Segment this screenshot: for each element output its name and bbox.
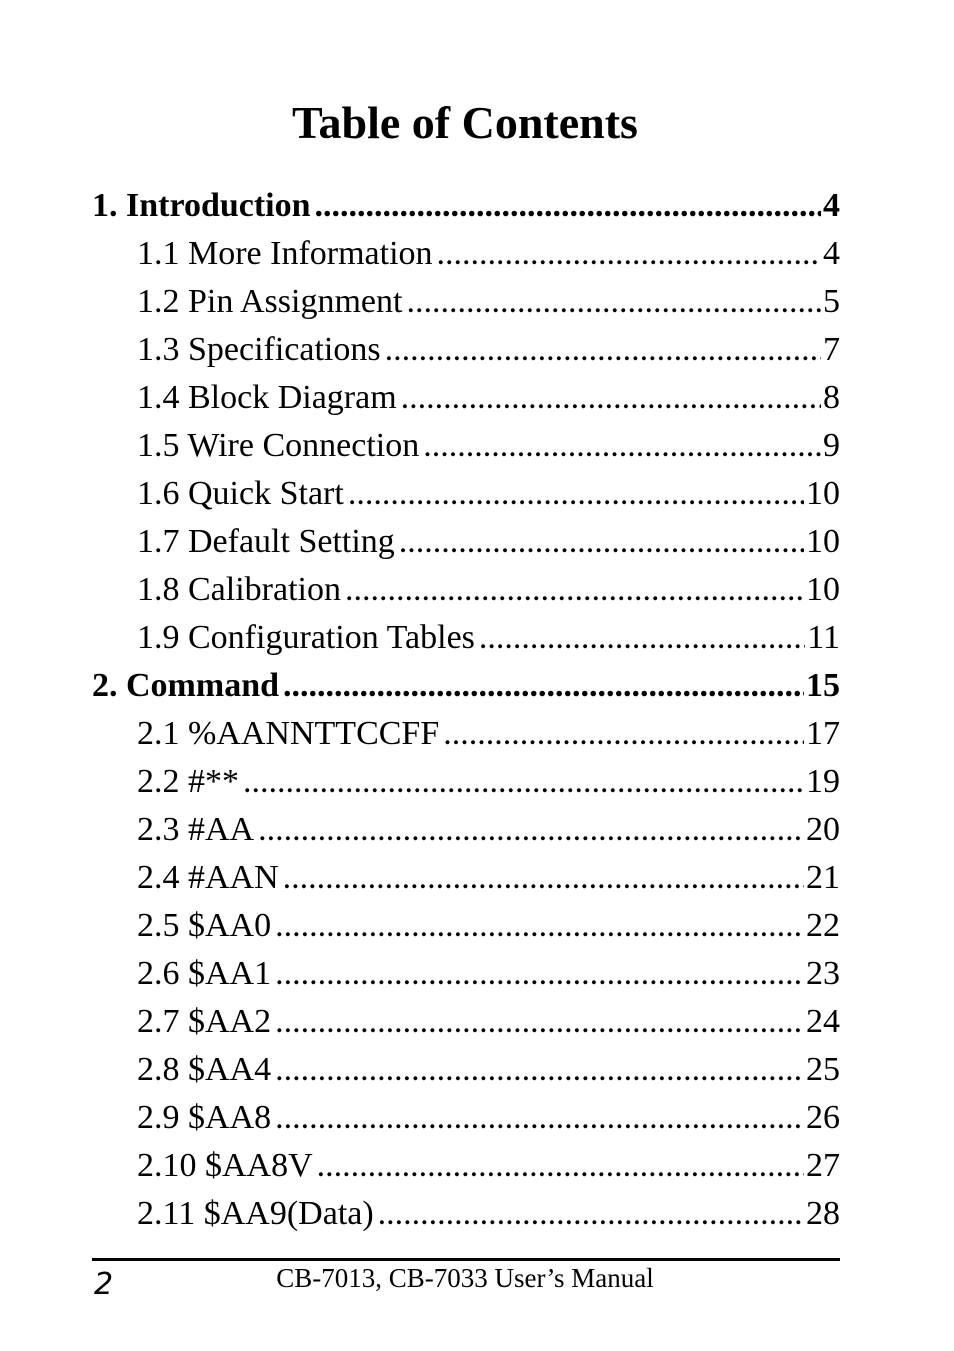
- toc-section-entry[interactable]: [92, 614, 840, 662]
- toc-dot-leader: [345, 566, 804, 614]
- toc-chapter-entry[interactable]: [92, 662, 840, 710]
- toc-entry-page: 10: [806, 475, 840, 512]
- toc-section-entry[interactable]: [92, 806, 840, 854]
- toc-entry-page: 10: [806, 523, 840, 560]
- footer-manual-title: CB-7013, CB-7033 User’s Manual: [276, 1263, 654, 1293]
- toc-entry-label: 2.3 #AA: [137, 811, 255, 848]
- toc-dot-leader: [275, 998, 804, 1046]
- toc-section-entry[interactable]: [92, 1190, 840, 1238]
- toc-entry-label: 1.7 Default Setting: [137, 523, 395, 560]
- toc-entry-page: 26: [806, 1099, 840, 1136]
- toc-entry-label: 1.3 Specifications: [137, 331, 381, 368]
- toc-entry-page: 4: [823, 235, 840, 272]
- toc-entry-page: 27: [806, 1147, 840, 1184]
- toc-entry-label: 1.6 Quick Start: [137, 475, 344, 512]
- toc-entry-page: 25: [806, 1051, 840, 1088]
- toc-dot-leader: [243, 758, 804, 806]
- toc-entry-page: 5: [823, 283, 840, 320]
- toc-section-entry[interactable]: [92, 518, 840, 566]
- toc-section-entry[interactable]: [92, 230, 840, 278]
- toc-section-entry[interactable]: [92, 374, 840, 422]
- toc-section-entry[interactable]: [92, 902, 840, 950]
- toc-dot-leader: [275, 902, 804, 950]
- toc-entry-label: 2.5 $AA0: [137, 907, 272, 944]
- toc-dot-leader: [437, 230, 821, 278]
- toc-entry-page: 9: [823, 427, 840, 464]
- toc-entry-label: 2.2 #**: [137, 763, 239, 800]
- toc-chapter-entry[interactable]: [92, 182, 840, 230]
- toc-entry-label: 2.4 #AAN: [137, 859, 279, 896]
- toc-section-entry[interactable]: [92, 710, 840, 758]
- toc-section-entry[interactable]: [92, 326, 840, 374]
- toc-entry-label: 1. Introduction: [92, 187, 311, 224]
- toc-entry-label: 2.10 $AA8V: [137, 1147, 313, 1184]
- toc-dot-leader: [258, 806, 804, 854]
- toc-dot-leader: [275, 950, 804, 998]
- toc-dot-leader: [423, 422, 821, 470]
- toc-entry-page: 8: [823, 379, 840, 416]
- footer-divider: [92, 1258, 840, 1261]
- page-title: Table of Contents: [292, 97, 638, 148]
- toc-section-entry[interactable]: [92, 950, 840, 998]
- toc-section-entry[interactable]: [92, 1094, 840, 1142]
- toc-entry-page: 28: [806, 1195, 840, 1232]
- toc-entry-label: 2. Command: [92, 667, 280, 704]
- toc-section-entry[interactable]: [92, 278, 840, 326]
- toc-section-entry[interactable]: [92, 566, 840, 614]
- toc-dot-leader: [348, 470, 804, 518]
- toc-entry-label: 2.11 $AA9(Data): [137, 1195, 374, 1232]
- toc-dot-leader: [479, 614, 805, 662]
- toc-entry-label: 1.1 More Information: [137, 235, 433, 272]
- table-of-contents: [92, 182, 840, 1238]
- toc-entry-label: 2.1 %AANNTTCCFF: [137, 715, 440, 752]
- toc-entry-page: 17: [806, 715, 840, 752]
- toc-section-entry[interactable]: [92, 1046, 840, 1094]
- toc-dot-leader: [275, 1094, 804, 1142]
- toc-entry-page: 19: [806, 763, 840, 800]
- toc-section-entry[interactable]: [92, 998, 840, 1046]
- toc-entry-label: 1.8 Calibration: [137, 571, 341, 608]
- toc-dot-leader: [378, 1190, 804, 1238]
- toc-entry-label: 1.4 Block Diagram: [137, 379, 397, 416]
- toc-entry-label: 1.2 Pin Assignment: [137, 283, 403, 320]
- toc-section-entry[interactable]: [92, 758, 840, 806]
- footer-page-number: 2: [94, 1267, 114, 1302]
- toc-dot-leader: [399, 518, 804, 566]
- toc-dot-leader: [406, 278, 821, 326]
- toc-section-entry[interactable]: [92, 470, 840, 518]
- toc-entry-label: 2.9 $AA8: [137, 1099, 272, 1136]
- toc-dot-leader: [385, 326, 821, 374]
- toc-entry-page: 23: [806, 955, 840, 992]
- toc-entry-page: 22: [806, 907, 840, 944]
- toc-entry-label: 2.8 $AA4: [137, 1051, 272, 1088]
- toc-entry-page: 15: [806, 667, 840, 704]
- toc-entry-label: 2.7 $AA2: [137, 1003, 272, 1040]
- toc-entry-page: 24: [806, 1003, 840, 1040]
- toc-dot-leader: [317, 1142, 804, 1190]
- toc-dot-leader: [275, 1046, 804, 1094]
- toc-section-entry[interactable]: [92, 854, 840, 902]
- toc-entry-label: 1.9 Configuration Tables: [137, 619, 475, 656]
- toc-entry-label: 2.6 $AA1: [137, 955, 272, 992]
- toc-section-entry[interactable]: [92, 422, 840, 470]
- toc-entry-page: 20: [806, 811, 840, 848]
- toc-section-entry[interactable]: [92, 1142, 840, 1190]
- toc-dot-leader: [443, 710, 804, 758]
- toc-entry-label: 1.5 Wire Connection: [137, 427, 420, 464]
- toc-entry-page: 21: [806, 859, 840, 896]
- toc-dot-leader: [315, 182, 821, 230]
- toc-entry-page: 4: [823, 187, 840, 224]
- toc-dot-leader: [283, 662, 804, 710]
- toc-entry-page: 10: [806, 571, 840, 608]
- toc-dot-leader: [401, 374, 821, 422]
- toc-entry-page: 7: [823, 331, 840, 368]
- toc-dot-leader: [283, 854, 804, 902]
- toc-entry-page: 11: [807, 619, 840, 656]
